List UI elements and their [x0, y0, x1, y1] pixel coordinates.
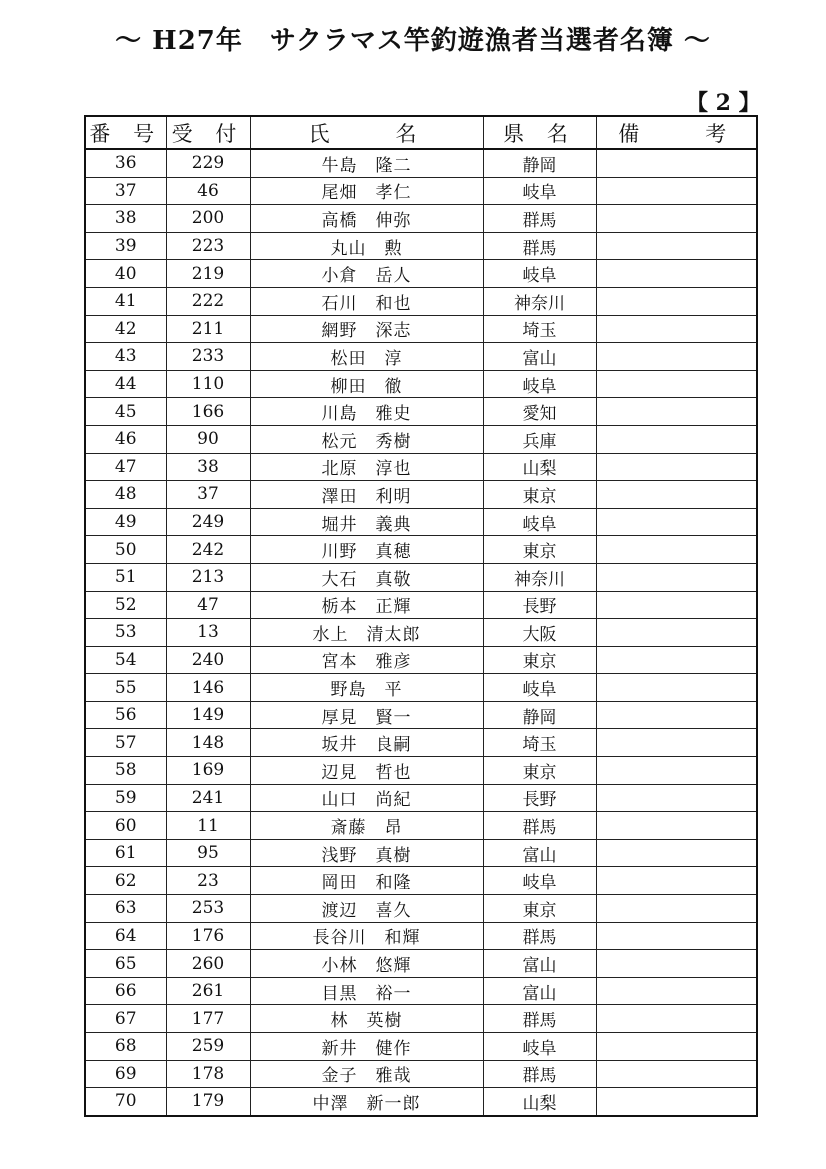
cell-number: 37	[85, 177, 166, 205]
cell-name: 澤田 利明	[250, 481, 483, 509]
cell-name: 川島 雅史	[250, 398, 483, 426]
cell-remarks	[596, 839, 757, 867]
cell-number: 48	[85, 481, 166, 509]
cell-receipt: 110	[166, 370, 250, 398]
table-row	[85, 177, 757, 205]
cell-number: 52	[85, 591, 166, 619]
table-row	[85, 1060, 757, 1088]
cell-remarks	[596, 922, 757, 950]
cell-remarks	[596, 1060, 757, 1088]
cell-prefecture: 東京	[483, 646, 596, 674]
table-row	[85, 922, 757, 950]
cell-prefecture: 岐阜	[483, 370, 596, 398]
cell-remarks	[596, 867, 757, 895]
table-row	[85, 149, 757, 177]
cell-prefecture: 岐阜	[483, 260, 596, 288]
cell-number: 53	[85, 619, 166, 647]
cell-receipt: 253	[166, 895, 250, 923]
table-row	[85, 398, 757, 426]
table-row	[85, 646, 757, 674]
cell-receipt: 233	[166, 343, 250, 371]
cell-number: 62	[85, 867, 166, 895]
cell-name: 高橋 伸弥	[250, 205, 483, 233]
cell-number: 69	[85, 1060, 166, 1088]
cell-prefecture: 神奈川	[483, 287, 596, 315]
cell-name: 宮本 雅彦	[250, 646, 483, 674]
cell-name: 渡辺 喜久	[250, 895, 483, 923]
table-row	[85, 591, 757, 619]
table-row	[85, 343, 757, 371]
table-row	[85, 977, 757, 1005]
cell-remarks	[596, 205, 757, 233]
cell-remarks	[596, 563, 757, 591]
cell-number: 36	[85, 149, 166, 177]
cell-name: 松田 淳	[250, 343, 483, 371]
cell-name: 辺見 哲也	[250, 757, 483, 785]
table-row	[85, 950, 757, 978]
cell-remarks	[596, 343, 757, 371]
cell-receipt: 90	[166, 425, 250, 453]
table-row	[85, 619, 757, 647]
cell-name: 小林 悠輝	[250, 950, 483, 978]
cell-receipt: 146	[166, 674, 250, 702]
cell-name: 北原 淳也	[250, 453, 483, 481]
cell-receipt: 178	[166, 1060, 250, 1088]
cell-prefecture: 群馬	[483, 1005, 596, 1033]
cell-remarks	[596, 591, 757, 619]
cell-name: 堀井 義典	[250, 508, 483, 536]
cell-remarks	[596, 260, 757, 288]
cell-number: 57	[85, 729, 166, 757]
table-row	[85, 1033, 757, 1061]
cell-number: 39	[85, 232, 166, 260]
cell-receipt: 213	[166, 563, 250, 591]
cell-number: 64	[85, 922, 166, 950]
cell-prefecture: 群馬	[483, 812, 596, 840]
cell-number: 41	[85, 287, 166, 315]
cell-prefecture: 愛知	[483, 398, 596, 426]
page-number: 【 2 】	[686, 90, 761, 116]
cell-receipt: 37	[166, 481, 250, 509]
cell-receipt: 149	[166, 701, 250, 729]
cell-prefecture: 埼玉	[483, 315, 596, 343]
cell-name: 尾畑 孝仁	[250, 177, 483, 205]
cell-prefecture: 岐阜	[483, 508, 596, 536]
table-row	[85, 508, 757, 536]
cell-remarks	[596, 812, 757, 840]
cell-remarks	[596, 950, 757, 978]
cell-remarks	[596, 370, 757, 398]
cell-name: 岡田 和隆	[250, 867, 483, 895]
header-name: 氏 名	[250, 116, 483, 149]
cell-number: 45	[85, 398, 166, 426]
header-prefecture: 県 名	[483, 116, 596, 149]
cell-remarks	[596, 177, 757, 205]
cell-number: 44	[85, 370, 166, 398]
cell-number: 66	[85, 977, 166, 1005]
table-row	[85, 425, 757, 453]
cell-remarks	[596, 287, 757, 315]
cell-receipt: 223	[166, 232, 250, 260]
cell-prefecture: 山梨	[483, 1088, 596, 1116]
cell-prefecture: 長野	[483, 591, 596, 619]
cell-prefecture: 東京	[483, 757, 596, 785]
cell-prefecture: 岐阜	[483, 1033, 596, 1061]
cell-name: 小倉 岳人	[250, 260, 483, 288]
cell-prefecture: 東京	[483, 536, 596, 564]
cell-receipt: 169	[166, 757, 250, 785]
cell-number: 58	[85, 757, 166, 785]
cell-name: 厚見 賢一	[250, 701, 483, 729]
cell-prefecture: 岐阜	[483, 674, 596, 702]
cell-number: 42	[85, 315, 166, 343]
cell-prefecture: 神奈川	[483, 563, 596, 591]
cell-receipt: 148	[166, 729, 250, 757]
cell-name: 目黒 裕一	[250, 977, 483, 1005]
cell-remarks	[596, 1005, 757, 1033]
cell-name: 網野 深志	[250, 315, 483, 343]
cell-prefecture: 群馬	[483, 922, 596, 950]
cell-number: 51	[85, 563, 166, 591]
cell-prefecture: 兵庫	[483, 425, 596, 453]
cell-number: 65	[85, 950, 166, 978]
cell-number: 38	[85, 205, 166, 233]
table-header-row	[85, 116, 757, 149]
cell-name: 柳田 徹	[250, 370, 483, 398]
table-row	[85, 1088, 757, 1116]
cell-name: 中澤 新一郎	[250, 1088, 483, 1116]
cell-number: 47	[85, 453, 166, 481]
cell-name: 斎藤 昂	[250, 812, 483, 840]
cell-receipt: 211	[166, 315, 250, 343]
cell-remarks	[596, 784, 757, 812]
table-row	[85, 757, 757, 785]
cell-receipt: 177	[166, 1005, 250, 1033]
cell-prefecture: 岐阜	[483, 177, 596, 205]
document-title: ～ H27年 サクラマス竿釣遊漁者当選者名簿 ～	[115, 26, 711, 56]
cell-remarks	[596, 977, 757, 1005]
table-row	[85, 839, 757, 867]
cell-prefecture: 長野	[483, 784, 596, 812]
cell-remarks	[596, 315, 757, 343]
cell-name: 新井 健作	[250, 1033, 483, 1061]
cell-prefecture: 富山	[483, 950, 596, 978]
table-row	[85, 370, 757, 398]
cell-number: 70	[85, 1088, 166, 1116]
cell-number: 56	[85, 701, 166, 729]
cell-number: 46	[85, 425, 166, 453]
cell-name: 浅野 真樹	[250, 839, 483, 867]
cell-name: 長谷川 和輝	[250, 922, 483, 950]
table-row	[85, 674, 757, 702]
cell-prefecture: 富山	[483, 343, 596, 371]
table-row	[85, 315, 757, 343]
cell-number: 43	[85, 343, 166, 371]
cell-receipt: 47	[166, 591, 250, 619]
cell-remarks	[596, 757, 757, 785]
table-row	[85, 701, 757, 729]
table-row	[85, 287, 757, 315]
header-number: 番 号	[85, 116, 166, 149]
cell-prefecture: 埼玉	[483, 729, 596, 757]
table-row	[85, 563, 757, 591]
cell-name: 野島 平	[250, 674, 483, 702]
cell-receipt: 166	[166, 398, 250, 426]
table-row	[85, 784, 757, 812]
cell-receipt: 259	[166, 1033, 250, 1061]
cell-remarks	[596, 398, 757, 426]
cell-number: 59	[85, 784, 166, 812]
table-row	[85, 1005, 757, 1033]
cell-name: 金子 雅哉	[250, 1060, 483, 1088]
cell-name: 大石 真敬	[250, 563, 483, 591]
cell-remarks	[596, 481, 757, 509]
cell-remarks	[596, 895, 757, 923]
header-receipt: 受 付	[166, 116, 250, 149]
cell-remarks	[596, 729, 757, 757]
cell-receipt: 95	[166, 839, 250, 867]
table-row	[85, 205, 757, 233]
cell-receipt: 249	[166, 508, 250, 536]
winners-table	[84, 115, 758, 1117]
cell-number: 49	[85, 508, 166, 536]
cell-remarks	[596, 1033, 757, 1061]
cell-remarks	[596, 646, 757, 674]
cell-name: 石川 和也	[250, 287, 483, 315]
cell-receipt: 176	[166, 922, 250, 950]
table-row	[85, 232, 757, 260]
cell-receipt: 23	[166, 867, 250, 895]
cell-number: 67	[85, 1005, 166, 1033]
cell-prefecture: 静岡	[483, 701, 596, 729]
cell-remarks	[596, 619, 757, 647]
cell-number: 40	[85, 260, 166, 288]
cell-prefecture: 山梨	[483, 453, 596, 481]
cell-remarks	[596, 536, 757, 564]
cell-receipt: 219	[166, 260, 250, 288]
cell-number: 55	[85, 674, 166, 702]
table-row	[85, 536, 757, 564]
cell-number: 61	[85, 839, 166, 867]
cell-prefecture: 大阪	[483, 619, 596, 647]
table-row	[85, 481, 757, 509]
table-row	[85, 867, 757, 895]
cell-name: 坂井 良嗣	[250, 729, 483, 757]
table-row	[85, 812, 757, 840]
cell-name: 牛島 隆二	[250, 149, 483, 177]
table-row	[85, 729, 757, 757]
cell-name: 栃本 正輝	[250, 591, 483, 619]
cell-receipt: 241	[166, 784, 250, 812]
cell-prefecture: 静岡	[483, 149, 596, 177]
cell-receipt: 240	[166, 646, 250, 674]
cell-name: 水上 清太郎	[250, 619, 483, 647]
cell-prefecture: 東京	[483, 481, 596, 509]
cell-remarks	[596, 1088, 757, 1116]
cell-receipt: 46	[166, 177, 250, 205]
cell-receipt: 260	[166, 950, 250, 978]
cell-remarks	[596, 425, 757, 453]
cell-number: 63	[85, 895, 166, 923]
cell-prefecture: 富山	[483, 839, 596, 867]
cell-receipt: 242	[166, 536, 250, 564]
cell-remarks	[596, 149, 757, 177]
header-remarks: 備 考	[596, 116, 757, 149]
cell-remarks	[596, 508, 757, 536]
cell-receipt: 38	[166, 453, 250, 481]
cell-prefecture: 東京	[483, 895, 596, 923]
cell-receipt: 200	[166, 205, 250, 233]
table-row	[85, 895, 757, 923]
cell-receipt: 179	[166, 1088, 250, 1116]
cell-number: 60	[85, 812, 166, 840]
table-row	[85, 260, 757, 288]
cell-name: 林 英樹	[250, 1005, 483, 1033]
cell-receipt: 222	[166, 287, 250, 315]
cell-receipt: 261	[166, 977, 250, 1005]
cell-prefecture: 群馬	[483, 205, 596, 233]
cell-remarks	[596, 232, 757, 260]
table-body	[85, 149, 757, 1116]
cell-prefecture: 岐阜	[483, 867, 596, 895]
cell-remarks	[596, 701, 757, 729]
cell-prefecture: 群馬	[483, 232, 596, 260]
cell-prefecture: 群馬	[483, 1060, 596, 1088]
cell-receipt: 229	[166, 149, 250, 177]
cell-number: 54	[85, 646, 166, 674]
cell-prefecture: 富山	[483, 977, 596, 1005]
cell-receipt: 11	[166, 812, 250, 840]
cell-receipt: 13	[166, 619, 250, 647]
cell-remarks	[596, 453, 757, 481]
cell-number: 50	[85, 536, 166, 564]
cell-name: 山口 尚紀	[250, 784, 483, 812]
cell-name: 松元 秀樹	[250, 425, 483, 453]
cell-name: 丸山 勲	[250, 232, 483, 260]
cell-number: 68	[85, 1033, 166, 1061]
cell-remarks	[596, 674, 757, 702]
cell-name: 川野 真穂	[250, 536, 483, 564]
table-row	[85, 453, 757, 481]
